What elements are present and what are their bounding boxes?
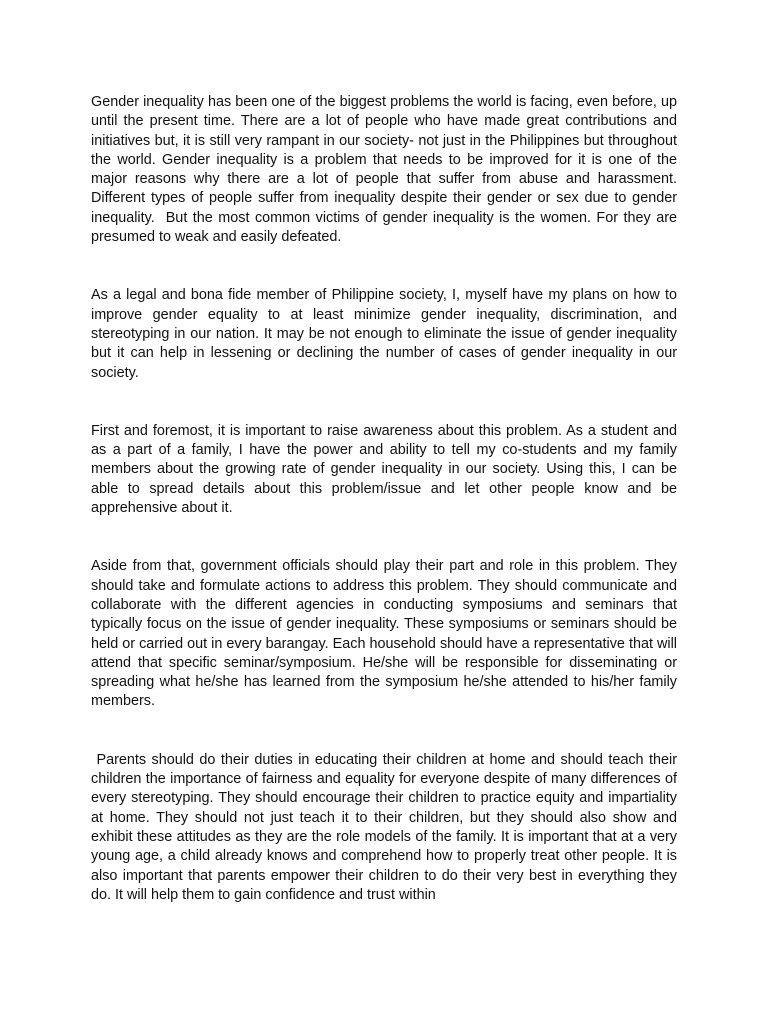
paragraph-spacer — [91, 712, 677, 751]
paragraph-4: Aside from that, government officials should play their part and role in this problem. They should take and formulate actions to address this problem. They should communicate and collaborate with the different agencies in conducting symposiums and seminars that typically focus on the issue of gender inequality. These symposiums or seminars should be held or carried out in every barangay. Each household should have a representative that will attend that specific seminar/symposium. He/she will be responsible for disseminating or spreading what he/she has learned from the symposium he/she attended to his/her family members. — [91, 558, 681, 710]
paragraph-3: First and foremost, it is important to raise awareness about this problem. As a student and as a part of a family, I have the power and ability to tell my co-students and my family members about the growing rate of gender inequality in our society. Using this, I can be able to spread details about this problem/issue and let other people know and be apprehensive about it. — [91, 422, 681, 517]
paragraph-spacer — [91, 518, 677, 557]
paragraph-2: As a legal and bona fide member of Philippine society, I, myself have my plans on how to improve gender equality to at least minimize gender inequality, discrimination, and stereotyping in our nation. It may be not enough to eliminate the issue of gender inequality but it can help in lessening or declining the number of cases of gender inequality in our society. — [91, 287, 681, 381]
paragraph-5: Parents should do their duties in educating their children at home and should teach their children the importance of fairness and equality for everyone despite of many differences of every stereotyping. They should encourage their children to practice equity and impartiality at home. They should not just teach it to their children, but they should also show and exhibit these attitudes as they are the role models of the family. It is important that at a very young age, a child already knows and comprehend how to properly treat other people. It is also important that parents empower their children to do their very best in everything they do. It will help them to gain confidence and trust within — [91, 751, 681, 903]
paragraph-spacer — [91, 383, 677, 422]
paragraph-1: Gender inequality has been one of the biggest problems the world is facing, even before, up until the present time. There are a lot of people who have made great contributions and initiatives but, it is still very rampant in our society- not just in the Philippines but throughout the world. Gender inequality is a problem that needs to be improved for it is one of the major reasons why there are a lot of people that suffer from abuse and harassment. Different types of people suffer from inequality despite their gender or sex due to gender inequality. But the most common victims of gender inequality is the women. For they are presumed to weak and easily defeated. — [91, 94, 685, 246]
document-body — [91, 93, 685, 905]
paragraph-spacer — [91, 247, 677, 286]
